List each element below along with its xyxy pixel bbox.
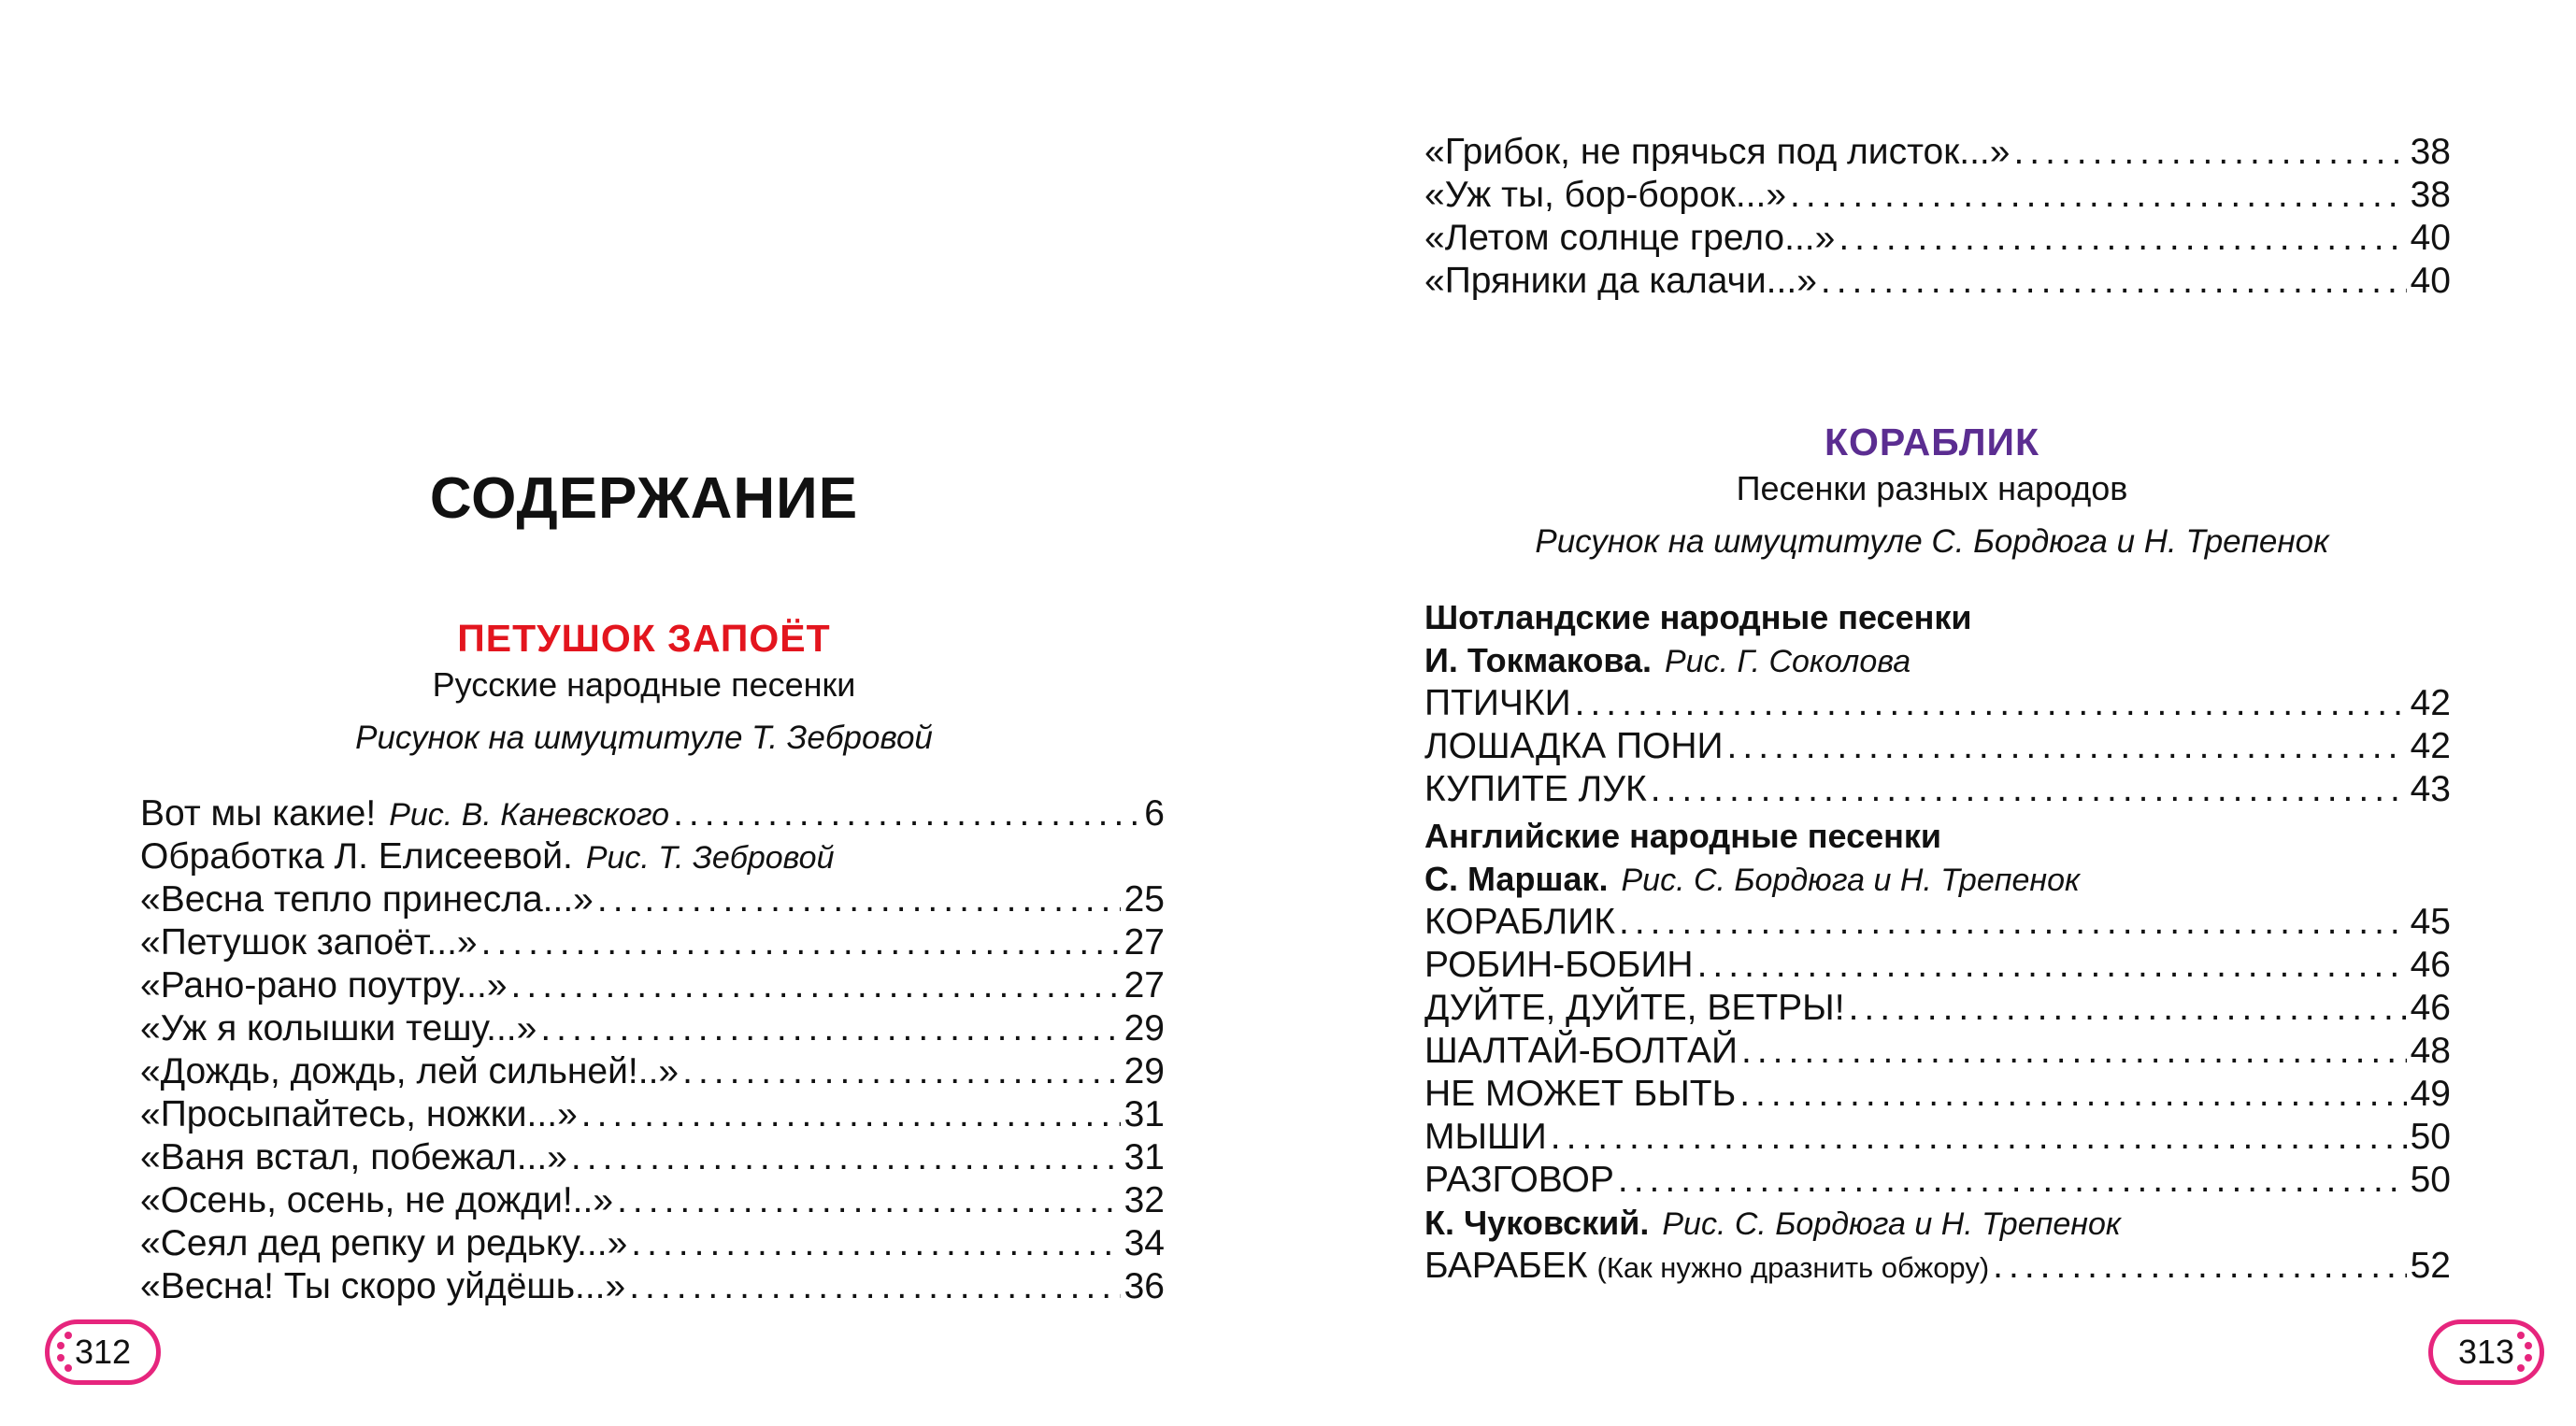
toc-entries-left [140, 878, 1165, 1308]
entry-page: 50 [2410, 1160, 2451, 1200]
entry-page: 40 [2410, 261, 2451, 301]
section-title-korablik: КОРАБЛИК [1825, 421, 2039, 463]
leader-dots [1697, 944, 2407, 987]
entry-page: 6 [1144, 793, 1165, 834]
entry-page: 49 [2410, 1074, 2451, 1114]
author-note: Рис. С. Бордюга и Н. Трепенок [1621, 863, 2081, 898]
entry-title: «Дождь, дождь, лей сильней!..» [140, 1051, 680, 1091]
entry-page: 42 [2410, 726, 2451, 766]
leader-dots [511, 964, 1121, 1007]
leader-dots [682, 1050, 1121, 1093]
toc-entry[interactable] [1424, 1030, 2451, 1073]
page-title: СОДЕРЖАНИЕ [429, 466, 859, 531]
toc-entry[interactable] [1424, 1073, 2451, 1116]
group-header-text: Шотландские народные песенки [1424, 598, 1972, 636]
author-name: С. Маршак. [1424, 860, 1609, 898]
toc-entries-scottish [1424, 682, 2451, 811]
entry-page: 25 [1123, 879, 1165, 920]
author-line [1424, 858, 2451, 901]
leader-dots [1993, 1245, 2406, 1288]
adaptation-line [140, 835, 1165, 878]
leader-dots [629, 1265, 1120, 1308]
entry-title: «Петушок запоёт...» [140, 922, 478, 963]
section-title-petushok: ПЕТУШОК ЗАПОЁТ [457, 617, 831, 660]
entry-title: «Весна тепло принесла...» [140, 879, 594, 920]
leader-dots [631, 1222, 1120, 1265]
leader-dots [1790, 174, 2407, 217]
entry-page: 27 [1123, 965, 1165, 1005]
leader-dots [1575, 682, 2407, 725]
toc-entry[interactable] [140, 1007, 1165, 1050]
author-name: К. Чуковский. [1424, 1204, 1650, 1242]
leader-dots [1651, 768, 2407, 811]
adaptation-text: Обработка Л. Елисеевой. [140, 836, 573, 877]
leader-dots [1821, 260, 2407, 303]
section-illustrator: Рисунок на шмуцтитуле С. Бордюга и Н. Трепенок [1535, 523, 2329, 560]
badge-dots-icon [2515, 1332, 2534, 1373]
leader-dots [1551, 1116, 2407, 1159]
toc-entry[interactable] [1424, 260, 2451, 303]
toc-entry[interactable] [140, 1050, 1165, 1093]
entry-title: ЛОШАДКА ПОНИ [1424, 726, 1724, 766]
entry-page: 43 [2410, 769, 2451, 809]
page-number: 312 [74, 1333, 132, 1371]
leader-dots [540, 1007, 1120, 1050]
entry-title: МЫШИ [1424, 1117, 1547, 1157]
leader-dots [571, 1136, 1121, 1179]
entry-title: «Грибок, не прячься под листок...» [1424, 132, 2011, 172]
entry-subnote: (Как нужно дразнить обжору) [1596, 1251, 1990, 1284]
entry-title: ДУЙТЕ, ДУЙТЕ, ВЕТРЫ! [1424, 988, 1845, 1028]
right-page [1288, 0, 2576, 1426]
entry-page: 46 [2410, 945, 2451, 985]
leader-dots [1839, 217, 2406, 260]
page-number: 313 [2457, 1333, 2515, 1371]
entry-title: «Уж ты, бор-борок...» [1424, 175, 1787, 215]
entry-title: «Просыпайтесь, ножки...» [140, 1094, 578, 1134]
leader-dots [1619, 901, 2407, 944]
section-subtitle: Русские народные песенки [432, 665, 856, 704]
author-line [1424, 639, 2451, 682]
toc-entry[interactable] [1424, 987, 2451, 1030]
entry-page: 34 [1123, 1223, 1165, 1263]
entry-title: «Ваня встал, побежал...» [140, 1137, 567, 1177]
entry-title: «Уж я колышки тешу...» [140, 1008, 537, 1048]
entry-page: 40 [2410, 218, 2451, 258]
entry-page: 38 [2410, 132, 2451, 172]
leader-dots [1849, 987, 2407, 1030]
section-subtitle: Песенки разных народов [1736, 469, 2128, 507]
leader-dots [2013, 131, 2406, 174]
entry-note: Рис. В. Каневского [389, 797, 670, 833]
leader-dots [481, 921, 1121, 964]
leader-dots [597, 878, 1121, 921]
entry-page: 48 [2410, 1031, 2451, 1071]
author-name: И. Токмакова. [1424, 641, 1652, 679]
entry-title: ПТИЧКИ [1424, 683, 1571, 723]
toc-entry[interactable] [1424, 174, 2451, 217]
toc-entry[interactable] [1424, 768, 2451, 811]
page-number-badge [2428, 1319, 2544, 1385]
entry-page: 38 [2410, 175, 2451, 215]
author-line [1424, 1202, 2451, 1245]
toc-entry[interactable] [140, 964, 1165, 1007]
toc-entry[interactable] [140, 1093, 1165, 1136]
toc-entry[interactable] [1424, 901, 2451, 944]
section-illustrator: Рисунок на шмуцтитуле Т. Зебровой [355, 720, 933, 756]
toc-entry[interactable] [140, 1265, 1165, 1308]
entry-title: «Сеял дед репку и редьку...» [140, 1223, 628, 1263]
toc-entry[interactable] [1424, 1116, 2451, 1159]
entry-title: «Осень, осень, не дожди!..» [140, 1180, 614, 1220]
entry-title: КУПИТЕ ЛУК [1424, 769, 1647, 809]
leader-dots [1741, 1030, 2407, 1073]
toc-list-left [140, 792, 1165, 1308]
toc-entry[interactable] [1424, 217, 2451, 260]
toc-entry[interactable] [140, 1222, 1165, 1265]
toc-entry[interactable] [1424, 1159, 2451, 1202]
toc-entry[interactable] [140, 792, 1165, 835]
adaptation-note: Рис. Т. Зебровой [585, 840, 835, 876]
entry-page: 45 [2410, 902, 2451, 942]
leader-dots [617, 1179, 1121, 1222]
entry-page: 31 [1123, 1137, 1165, 1177]
entry-title: «Летом солнце грело...» [1424, 218, 1836, 258]
entry-title: КОРАБЛИК [1424, 902, 1615, 942]
author-note: Рис. Г. Соколова [1665, 644, 1911, 679]
entry-page: 32 [1123, 1180, 1165, 1220]
entry-title: НЕ МОЖЕТ БЫТЬ [1424, 1074, 1737, 1114]
entry-title: РОБИН-БОБИН [1424, 945, 1694, 985]
leader-dots [1727, 725, 2407, 768]
toc-entry[interactable] [140, 1179, 1165, 1222]
badge-dots-icon [55, 1332, 74, 1373]
toc-entry[interactable] [140, 878, 1165, 921]
entry-title: ШАЛТАЙ-БОЛТАЙ [1424, 1031, 1738, 1071]
entry-title: «Пряники да калачи...» [1424, 261, 1817, 301]
leader-dots [673, 792, 1140, 835]
toc-entry[interactable] [140, 921, 1165, 964]
page-number-badge [45, 1319, 161, 1385]
entry-page: 29 [1123, 1051, 1165, 1091]
group-header-text: Английские народные песенки [1424, 817, 1942, 855]
leader-dots [1618, 1159, 2407, 1202]
entry-page: 29 [1123, 1008, 1165, 1048]
author-note: Рис. С. Бордюга и Н. Трепенок [1662, 1206, 2121, 1242]
toc-entry[interactable] [140, 1136, 1165, 1179]
entry-title: «Весна! Ты скоро уйдёшь...» [140, 1266, 626, 1306]
group-header [1424, 815, 2451, 858]
toc-entry[interactable] [1424, 131, 2451, 174]
entry-page: 31 [1123, 1094, 1165, 1134]
entry-page: 27 [1123, 922, 1165, 963]
group-header [1424, 596, 2451, 639]
toc-list-right [1424, 596, 2451, 1288]
entry-title: Вот мы какие! [140, 793, 377, 834]
toc-entry[interactable] [1424, 1245, 2451, 1288]
entry-page: 36 [1123, 1266, 1165, 1306]
leader-dots [581, 1093, 1121, 1136]
entry-title: «Рано-рано поутру...» [140, 965, 508, 1005]
entry-page: 50 [2410, 1117, 2451, 1157]
leader-dots [1739, 1073, 2406, 1116]
toc-entries-english [1424, 901, 2451, 1202]
entry-title: РАЗГОВОР [1424, 1160, 1614, 1200]
entry-title: БАРАБЕК [1424, 1246, 1588, 1286]
toc-entry[interactable] [1424, 944, 2451, 987]
entry-page: 42 [2410, 683, 2451, 723]
entry-page: 46 [2410, 988, 2451, 1028]
toc-list-right-top [1424, 131, 2451, 303]
entry-page: 52 [2410, 1246, 2451, 1286]
toc-entry[interactable] [1424, 682, 2451, 725]
toc-entry[interactable] [1424, 725, 2451, 768]
